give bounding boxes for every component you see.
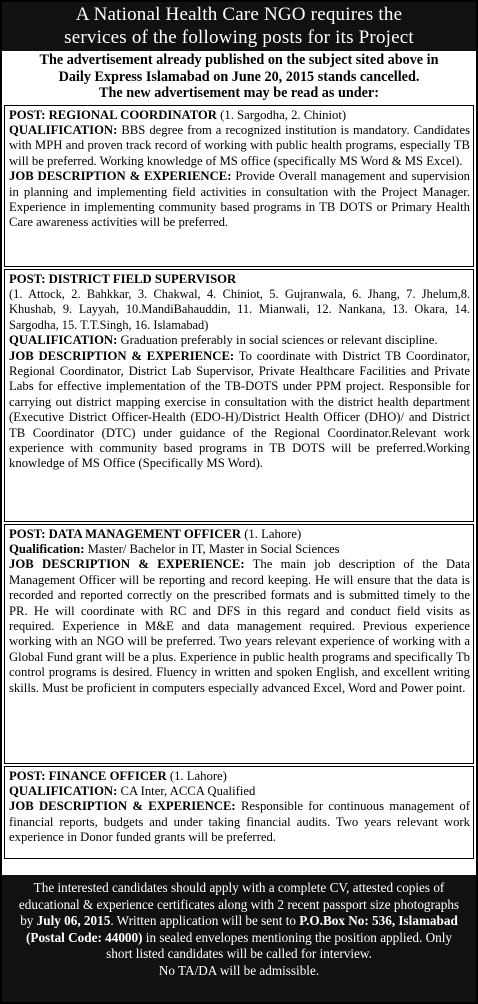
job-description-label: JOB DESCRIPTION & EXPERIENCE: bbox=[9, 557, 245, 572]
qualification-label: QUALIFICATION: bbox=[9, 333, 118, 348]
job-description-text: Responsible for continuous management of financial reports, budgets and under taking financial audits. Two years relevant work experience in Donor funded grants will be preferred. bbox=[9, 799, 471, 845]
instructions-part-3: in sealed envelopes mentioning the position applied. Only short listed candidates will be called for interview. bbox=[106, 929, 452, 962]
qualification-label: QUALIFICATION: bbox=[9, 783, 118, 798]
cancellation-notice bbox=[2, 51, 476, 103]
no-ta-da-note: No TA/DA will be admissible. bbox=[158, 962, 320, 978]
notice-line-3: The new advertisement may be read as under: bbox=[99, 85, 379, 101]
qualification-label: QUALIFICATION: bbox=[9, 122, 118, 137]
job-description-label: JOB DESCRIPTION & EXPERIENCE: bbox=[9, 799, 236, 814]
post-district-field-supervisor bbox=[4, 269, 474, 522]
post-location: (1. Lahore) bbox=[169, 768, 227, 783]
application-instructions bbox=[2, 875, 476, 1002]
post-finance-officer bbox=[4, 766, 474, 859]
qualification-text: BBS degree from a recognized institution is mandatory. Candidates with MPH and proven track record of working with public health programs, especially TB will be preferred. Working knowledge of MS office (specifically MS Word & MS Excel). bbox=[9, 122, 471, 168]
post-title: POST: FINANCE OFFICER bbox=[9, 768, 167, 783]
notice-line-1: The advertisement already published on the subject sited above in bbox=[39, 52, 439, 68]
post-location: (1. Lahore) bbox=[244, 526, 302, 541]
instructions-part-1: The interested candidates should apply with a complete CV, attested copies of educational & experience certificates along with 2 recent passport size photographs by bbox=[18, 880, 460, 929]
job-description-label: JOB DESCRIPTION & EXPERIENCE: bbox=[9, 169, 232, 184]
job-description-text: The main job description of the Data Management Officer will be reporting and record keeping. He will ensure that the data is recorded and reported correctly on the prescribed formats and is submitted timely to the PR. He will coordinate with RC and DFS in this regard and conduct field visits as required. Experience in M&E and data management required. Previous experience working with an NGO will be preferred. Two years relevant experience of working with a Global Fund grant will be a plus. Experience in public health programs and specifically Tb control programs is desired. Fluency in written and spoken English, and excellent writing skills. Must be proficient in computers especially advanced Excel, Word and Power point. bbox=[9, 557, 470, 695]
post-title: POST: REGIONAL COORDINATOR bbox=[9, 107, 217, 122]
qualification-text: CA Inter, ACCA Qualified bbox=[120, 783, 256, 798]
header-line-2: services of the following posts for its Project bbox=[64, 27, 414, 48]
ad-header bbox=[2, 2, 476, 51]
notice-line-2: Daily Express Islamabad on June 20, 2015 stands cancelled. bbox=[58, 68, 420, 85]
qualification-label: Qualification: bbox=[9, 541, 85, 556]
job-description-text: Provide Overall management and supervision in planning and implementing field activities in consultation with the Project Manager. Experience in implementing community based programs in TB DOTS or Primary Health Care awareness activities will be preferred. bbox=[9, 169, 471, 230]
job-description-text: To coordinate with District TB Coordinator, Regional Coordinator, District Lab Supervisor, Private Healthcare Facilities and Private Labs for effective implementation of the TB-DOTS under PPM project. Responsible for carrying out district mapping exercise in consultation with the district health department (Executive District Officer-Health (EDO-H)/District Health Officer (DHO)/ and District TB Coordinator (DTC) under guidance of the Regional Coordinator.Relevant work experience with community based programs in TB DOTS will be preferred.Working knowledge of MS Office (Specifically MS Word). bbox=[9, 348, 470, 471]
qualification-text: Graduation preferably in social sciences or relevant discipline. bbox=[120, 333, 438, 348]
post-title: POST: DISTRICT FIELD SUPERVISOR bbox=[9, 271, 237, 286]
post-location: (1. Sargodha, 2. Chiniot) bbox=[220, 107, 347, 122]
postal-address: P.O.Box No: 536, Islamabad (Postal Code: 44000) bbox=[26, 913, 458, 945]
post-regional-coordinator bbox=[4, 105, 474, 267]
post-cities: (1. Attock, 2. Bahkkar, 3. Chakwal, 4. Chiniot, 5. Gujranwala, 6. Jhang, 7. Jhelum,8. Khushab, 9. Layyah, 10.MandiBahauddin, 11. Mianwali, 12. Nankana, 13. Okara, 14. Sargodha, 15. T.T.Singh, 16. Islamabad) bbox=[9, 286, 470, 332]
instructions-part-2: . Written application will be sent to bbox=[110, 913, 300, 929]
job-description-label: JOB DESCRIPTION & EXPERIENCE: bbox=[9, 348, 235, 363]
post-title: POST: DATA MANAGEMENT OFFICER bbox=[9, 526, 242, 541]
instructions-paragraph bbox=[12, 880, 466, 963]
post-data-management-officer bbox=[4, 524, 474, 764]
deadline-date: July 06, 2015 bbox=[36, 913, 111, 929]
qualification-text: Master/ Bachelor in IT, Master in Social Sciences bbox=[87, 541, 340, 556]
header-line-1: A National Health Care NGO requires the bbox=[75, 4, 403, 25]
